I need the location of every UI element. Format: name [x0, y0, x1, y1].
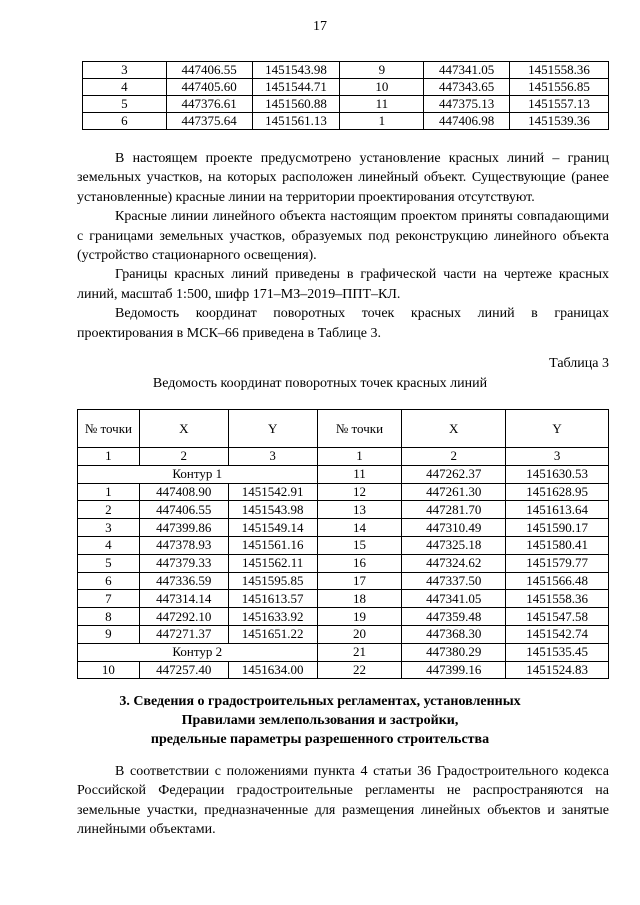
table-cell: 1451561.16: [228, 536, 317, 554]
table-cell: 15: [317, 536, 402, 554]
section-3-title: [0, 692, 640, 749]
table-row: [78, 554, 609, 572]
table-cell: 1451558.36: [506, 590, 609, 608]
intro-text: [77, 149, 609, 343]
section-title-line: предельные параметры разрешенного строительства: [150, 732, 490, 747]
table-cell: 1451556.85: [510, 79, 609, 96]
contour-1-row: [78, 465, 609, 483]
coord-table-body: [78, 410, 609, 679]
table-row: [83, 62, 609, 79]
table-cell: 447257.40: [139, 661, 228, 679]
contour-2-label: Контур 2: [78, 643, 318, 661]
table-cell: 447380.29: [402, 643, 506, 661]
table-cell: 447341.05: [424, 62, 510, 79]
table-cell: 447271.37: [139, 625, 228, 643]
table-cell: 1451590.17: [506, 519, 609, 537]
section-title-line: 3. Сведения о градостроительных регламентах, установленных: [119, 694, 521, 709]
table-cell: 9: [340, 62, 424, 79]
contour-2-row: [78, 643, 609, 661]
table-row: [78, 519, 609, 537]
table-cell: 447336.59: [139, 572, 228, 590]
table-cell: 1451566.48: [506, 572, 609, 590]
table-cell: 447343.65: [424, 79, 510, 96]
table-cell: 8: [78, 608, 140, 626]
header-cell: Y: [506, 410, 609, 448]
table-cell: 4: [83, 79, 167, 96]
table-cell: 1451542.91: [228, 483, 317, 501]
table-caption: Таблица 3: [549, 356, 609, 371]
table-row: [78, 501, 609, 519]
column-number: 1: [78, 448, 140, 466]
intro-paragraph: Красные линии линейного объекта настоящим проектом приняты совпадающими с границами земельных участков, образуемых под реконструкцию линейного объекта (устройство стационарного освещения).: [77, 209, 609, 264]
table-cell: 447406.55: [166, 62, 252, 79]
table-cell: 18: [317, 590, 402, 608]
table-cell: 1451549.14: [228, 519, 317, 537]
table-cell: 1451558.36: [510, 62, 609, 79]
top-table-body: [83, 62, 609, 130]
table-cell: 3: [83, 62, 167, 79]
coordinates-continuation-table: [82, 61, 609, 130]
table-header-row: [78, 410, 609, 448]
table-row: [78, 483, 609, 501]
table-title: Ведомость координат поворотных точек красных линий: [152, 376, 488, 391]
header-cell: X: [402, 410, 506, 448]
header-cell: X: [139, 410, 228, 448]
intro-paragraph: Границы красных линий приведены в графической части на чертеже красных линий, масштаб 1:500, шифр 171–МЗ–2019–ППТ–КЛ.: [77, 267, 609, 302]
table-cell: 447376.61: [166, 96, 252, 113]
intro-paragraph: Ведомость координат поворотных точек красных линий в границах проектирования в МСК–66 приведена в Таблице 3.: [77, 306, 609, 341]
table-cell: 14: [317, 519, 402, 537]
table-cell: 447324.62: [402, 554, 506, 572]
table-cell: 1451630.53: [506, 465, 609, 483]
table-row: [78, 536, 609, 554]
table-cell: 16: [317, 554, 402, 572]
table-cell: 1451579.77: [506, 554, 609, 572]
regulations-paragraph: В соответствии с положениями пункта 4 статьи 36 Градостроительного кодекса Российской Федерации градостроительные регламенты не распространяются на земельные участки, предназначенные для размещения линейных объектов и занятые линейными объектами.: [77, 764, 609, 838]
table-cell: 1451562.11: [228, 554, 317, 572]
table-cell: 5: [83, 96, 167, 113]
table-cell: 1451543.98: [252, 62, 340, 79]
table-cell: 5: [78, 554, 140, 572]
table-cell: 447310.49: [402, 519, 506, 537]
page-number: 17: [313, 19, 327, 34]
table-cell: 1451633.92: [228, 608, 317, 626]
table-cell: 447408.90: [139, 483, 228, 501]
table-row: [78, 625, 609, 643]
table-cell: 447314.14: [139, 590, 228, 608]
table-cell: 447406.98: [424, 113, 510, 130]
table-cell: 447341.05: [402, 590, 506, 608]
regulations-text: [77, 762, 609, 840]
table-cell: 13: [317, 501, 402, 519]
header-cell: № точки: [317, 410, 402, 448]
table-row: [83, 113, 609, 130]
table-cell: 447359.48: [402, 608, 506, 626]
table-cell: 12: [317, 483, 402, 501]
table-cell: 1451595.85: [228, 572, 317, 590]
column-number: 1: [317, 448, 402, 466]
table-cell: 447399.86: [139, 519, 228, 537]
table-cell: 447325.18: [402, 536, 506, 554]
table-cell: 6: [78, 572, 140, 590]
table-cell: 447368.30: [402, 625, 506, 643]
table-cell: 447375.13: [424, 96, 510, 113]
header-cell: № точки: [78, 410, 140, 448]
table-cell: 447261.30: [402, 483, 506, 501]
table-cell: 1451628.95: [506, 483, 609, 501]
column-number: 2: [139, 448, 228, 466]
table-cell: 20: [317, 625, 402, 643]
table-cell: 447262.37: [402, 465, 506, 483]
table-cell: 10: [78, 661, 140, 679]
table-row: [78, 608, 609, 626]
table-cell: 447337.50: [402, 572, 506, 590]
table-cell: 1451557.13: [510, 96, 609, 113]
table-cell: 1451543.98: [228, 501, 317, 519]
table-row: [78, 661, 609, 679]
table-cell: 1451539.36: [510, 113, 609, 130]
intro-paragraph: В настоящем проекте предусмотрено установление красных линий – границ земельных участков, на которых расположен линейный объект. Существующие (ранее установленные) красные линии на территории проектирования отсутствуют.: [77, 151, 609, 205]
column-number: 3: [506, 448, 609, 466]
table-cell: 1451524.83: [506, 661, 609, 679]
table-cell: 1451547.58: [506, 608, 609, 626]
table-row: [83, 96, 609, 113]
table-cell: 1451561.13: [252, 113, 340, 130]
table-cell: 11: [317, 465, 402, 483]
table-cell: 447399.16: [402, 661, 506, 679]
table-cell: 11: [340, 96, 424, 113]
table-cell: 7: [78, 590, 140, 608]
header-cell: Y: [228, 410, 317, 448]
table-cell: 447406.55: [139, 501, 228, 519]
section-title-line: Правилами землепользования и застройки,: [181, 713, 459, 728]
table-cell: 1451544.71: [252, 79, 340, 96]
table-cell: 447379.33: [139, 554, 228, 572]
table-row: [78, 572, 609, 590]
contour-1-label: Контур 1: [78, 465, 318, 483]
table-cell: 17: [317, 572, 402, 590]
table-cell: 1451613.57: [228, 590, 317, 608]
table-cell: 447405.60: [166, 79, 252, 96]
column-number: 3: [228, 448, 317, 466]
table-cell: 1: [340, 113, 424, 130]
table-cell: 6: [83, 113, 167, 130]
column-number-row: [78, 448, 609, 466]
table-cell: 2: [78, 501, 140, 519]
table-row: [78, 590, 609, 608]
table-cell: 1451651.22: [228, 625, 317, 643]
table-cell: 1451613.64: [506, 501, 609, 519]
column-number: 2: [402, 448, 506, 466]
table-cell: 447292.10: [139, 608, 228, 626]
table-cell: 1451634.00: [228, 661, 317, 679]
table-cell: 1451542.74: [506, 625, 609, 643]
table-cell: 3: [78, 519, 140, 537]
table-row: [83, 79, 609, 96]
table-cell: 447281.70: [402, 501, 506, 519]
table-cell: 4: [78, 536, 140, 554]
table-cell: 1: [78, 483, 140, 501]
table-cell: 22: [317, 661, 402, 679]
table-cell: 447378.93: [139, 536, 228, 554]
table-cell: 1451580.41: [506, 536, 609, 554]
table-cell: 1451560.88: [252, 96, 340, 113]
table-cell: 21: [317, 643, 402, 661]
red-lines-coordinates-table: [77, 409, 609, 679]
table-cell: 9: [78, 625, 140, 643]
table-cell: 10: [340, 79, 424, 96]
table-cell: 19: [317, 608, 402, 626]
table-cell: 1451535.45: [506, 643, 609, 661]
table-cell: 447375.64: [166, 113, 252, 130]
